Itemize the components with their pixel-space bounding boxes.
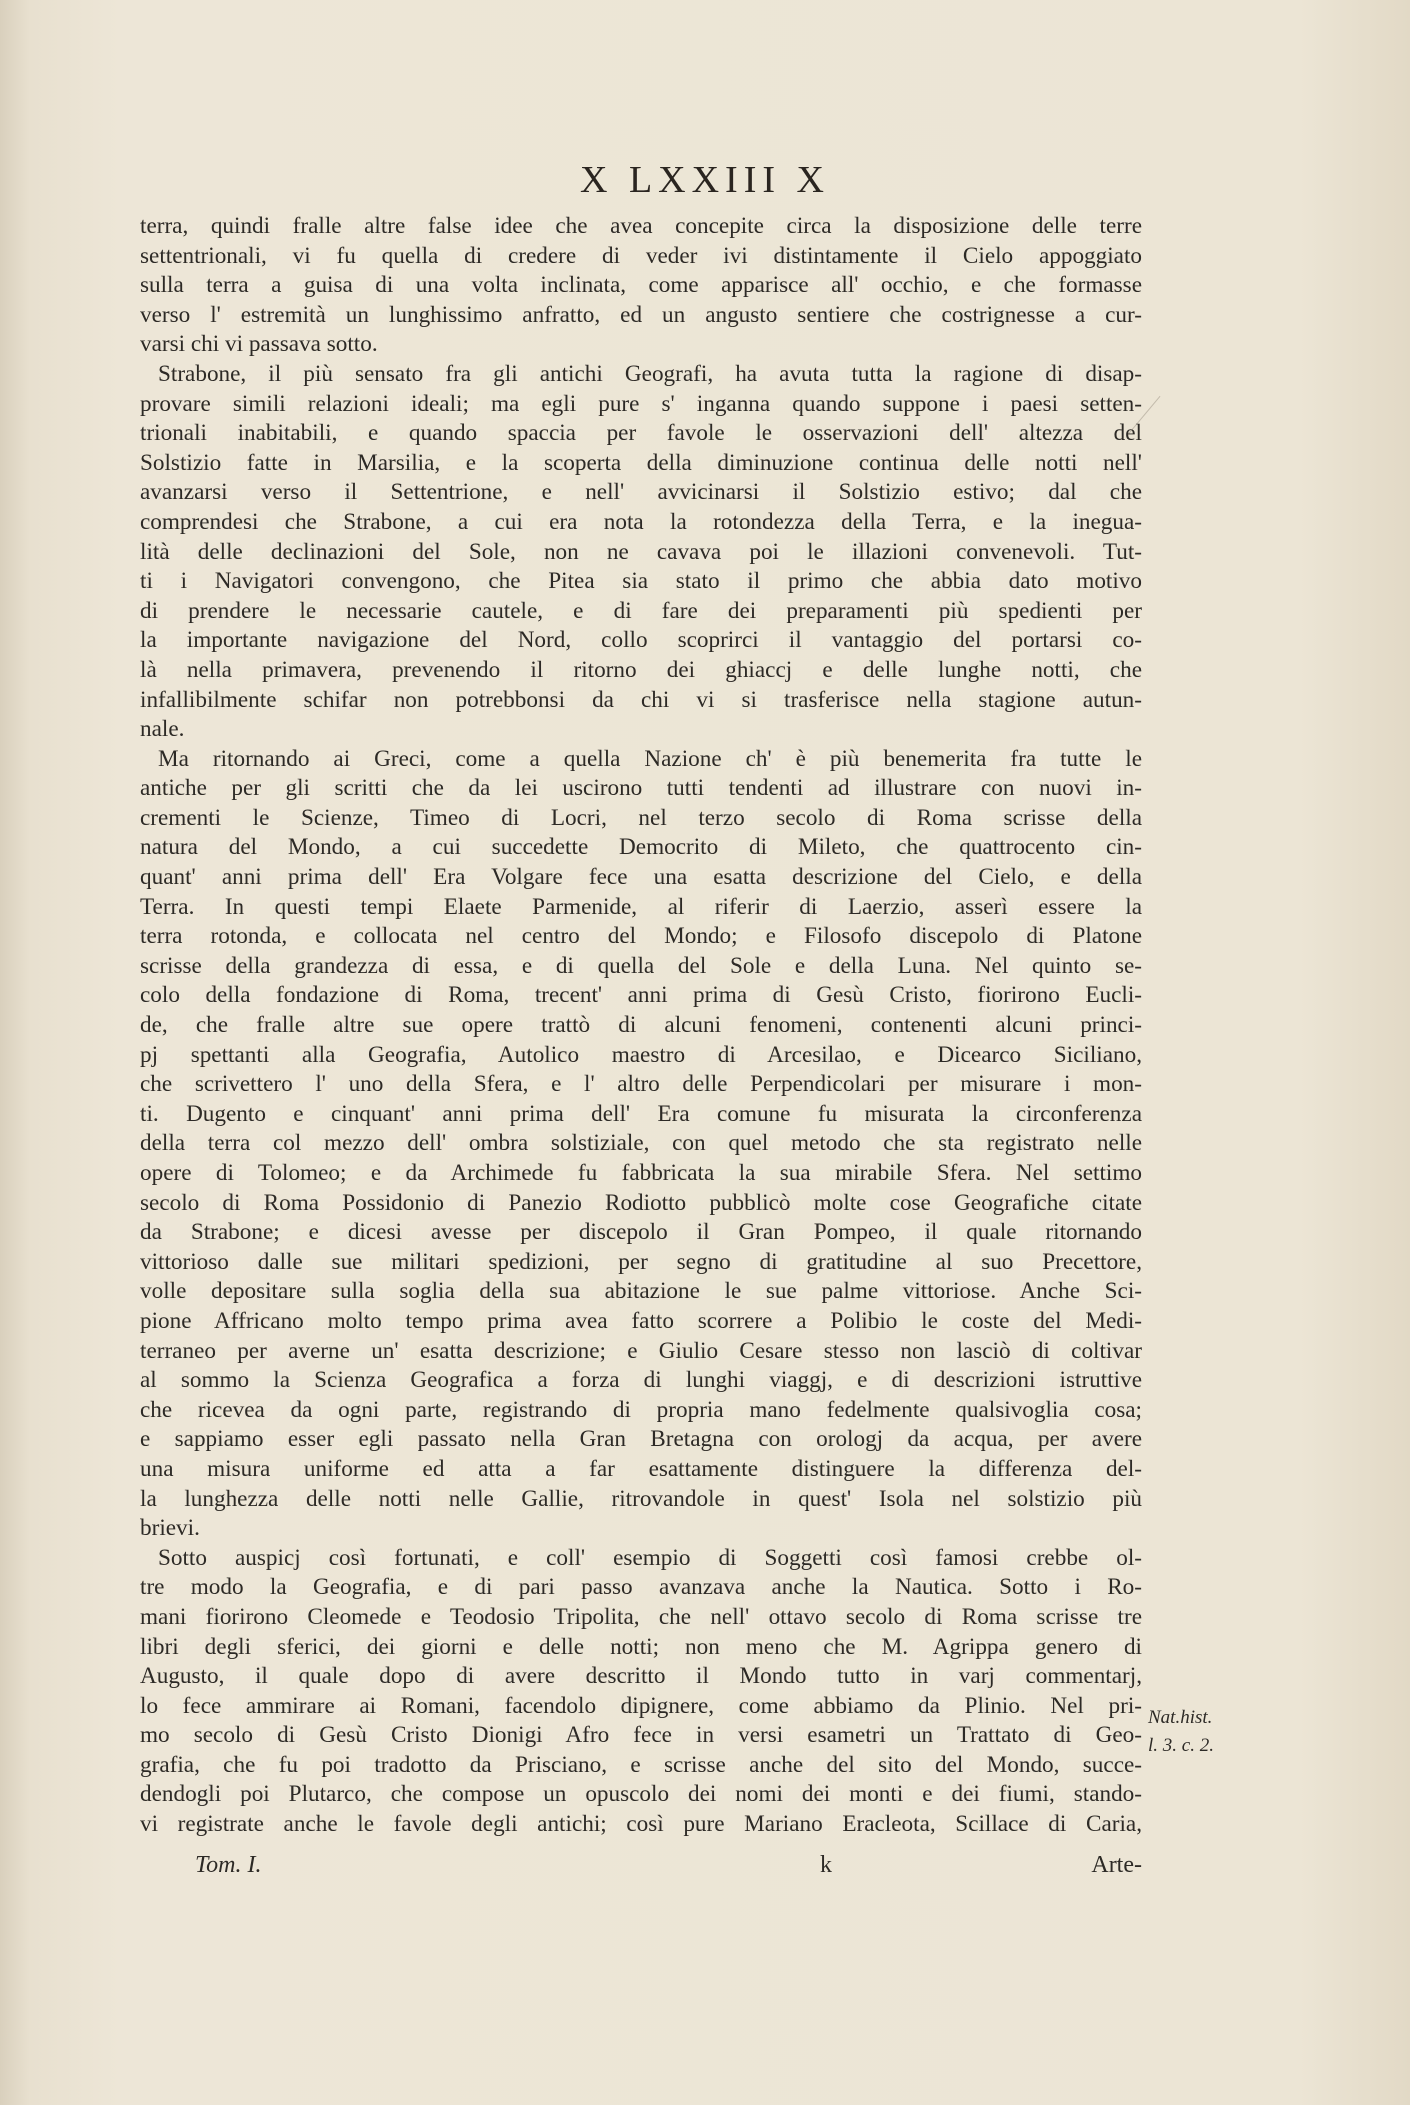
text-line: grafia, che fu poi tradotto da Prisciano, e scrisse anche del sito del Mondo, succe- xyxy=(140,1751,1142,1778)
text-line: Solstizio fatte in Marsilia, e la scoperta della diminuzione continua delle notti nell' xyxy=(140,449,1142,476)
text-line: libri degli sferici, dei giorni e delle notti; non meno che M. Agrippa genero di xyxy=(140,1633,1142,1660)
text-line: avanzarsi verso il Settentrione, e nell' avvicinarsi il Solstizio estivo; dal che xyxy=(140,479,1142,506)
text-line: da Strabone; e dicesi avesse per discepolo il Gran Pompeo, il quale ritornando xyxy=(140,1219,1142,1246)
paragraph-3 xyxy=(140,745,1142,1544)
volume-label: Tom. I. xyxy=(195,1852,262,1878)
text-line: provare simili relazioni ideali; ma egli pure s' inganna quando suppone i paesi setten- xyxy=(140,390,1142,417)
text-line: opere di Tolomeo; e da Archimede fu fabbricata la sua mirabile Sfera. Nel settimo xyxy=(140,1160,1142,1186)
text-line: crementi le Scienze, Timeo di Locri, nel terzo secolo di Roma scrisse della xyxy=(140,804,1142,831)
text-line: terraneo per averne un' esatta descrizione; e Giulio Cesare stesso non lasciò di coltivar xyxy=(140,1337,1142,1364)
text-line: brievi. xyxy=(140,1515,200,1542)
text-line: terra, quindi fralle altre false idee che avea concepite circa la disposizione delle terre xyxy=(140,213,1142,239)
marginal-note xyxy=(1148,1704,1248,1760)
text-line: natura del Mondo, a cui succedette Democrito di Mileto, che quattrocento cin- xyxy=(140,834,1142,861)
signature-mark: k xyxy=(820,1852,832,1878)
text-line: Terra. In questi tempi Elaete Parmenide, al riferir di Laerzio, asserì essere la xyxy=(140,893,1142,920)
text-line: ti i Navigatori convengono, che Pitea sia stato il primo che abbia dato motivo xyxy=(140,568,1142,595)
text-line: dendogli poi Plutarco, che compose un opuscolo dei nomi dei monti e dei fiumi, stando- xyxy=(140,1781,1142,1808)
text-line: infallibilmente schifar non potrebbonsi da chi vi si trasferisce nella stagione autun- xyxy=(140,686,1142,713)
marginal-note-line: l. 3. c. 2. xyxy=(1148,1735,1214,1756)
text-line: della terra col mezzo dell' ombra solstiziale, con quel metodo che sta registrato nelle xyxy=(140,1130,1142,1157)
text-line: Strabone, il più sensato fra gli antichi Geografi, ha avuta tutta la ragione di disap- xyxy=(158,360,1142,387)
text-line: Augusto, il quale dopo di avere descritto il Mondo tutto in varj commentarj, xyxy=(140,1663,1142,1690)
text-line: Sotto auspicj così fortunati, e coll' esempio di Soggetti così famosi crebbe ol- xyxy=(158,1544,1142,1571)
text-line: antiche per gli scritti che da lei uscirono tutti tendenti ad illustrare con nuovi in- xyxy=(140,775,1142,802)
text-line: verso l' estremità un lunghissimo anfratto, ed un angusto sentiere che costrignesse a cur- xyxy=(140,301,1142,328)
text-line: mo secolo di Gesù Cristo Dionigi Afro fece in versi esametri un Trattato di Geo- xyxy=(140,1722,1142,1749)
text-line: tre modo la Geografia, e di pari passo avanzava anche la Nautica. Sotto i Ro- xyxy=(140,1574,1142,1601)
text-line: là nella primavera, prevenendo il ritorno dei ghiaccj e delle lunghe notti, che xyxy=(140,656,1142,683)
text-line: pj spettanti alla Geografia, Autolico maestro di Arcesilao, e Dicearco Siciliano, xyxy=(140,1041,1142,1068)
page-footer xyxy=(140,1852,1142,1886)
text-line: pione Affricano molto tempo prima avea fatto scorrere a Polibio le coste del Medi- xyxy=(140,1307,1142,1334)
text-line: secolo di Roma Possidonio di Panezio Rodiotto pubblicò molte cose Geografiche citate xyxy=(140,1189,1142,1216)
text-line: trionali inabitabili, e quando spaccia per favole le osservazioni dell' altezza del xyxy=(140,420,1142,447)
text-line: ti. Dugento e cinquant' anni prima dell' Era comune fu misurata la circonferenza xyxy=(140,1100,1142,1127)
marginal-note-line: Nat.hist. xyxy=(1148,1707,1213,1728)
text-line: lità delle declinazioni del Sole, non ne cavava poi le illazioni convenevoli. Tut- xyxy=(140,538,1142,565)
text-line: scrisse della grandezza di essa, e di quella del Sole e della Luna. Nel quinto se- xyxy=(140,952,1142,979)
text-line: e sappiamo esser egli passato nella Gran Bretagna con orologj da acqua, per avere xyxy=(140,1426,1142,1453)
catchword: Arte- xyxy=(1091,1852,1142,1878)
text-line: che ricevea da ogni parte, registrando di propria mano fedelmente qualsivoglia cosa; xyxy=(140,1396,1142,1423)
text-line: settentrionali, vi fu quella di credere di veder ivi distintamente il Cielo appoggiato xyxy=(140,242,1142,269)
paragraph-1 xyxy=(140,212,1142,360)
body-text xyxy=(140,212,1142,1840)
text-line: varsi chi vi passava sotto. xyxy=(140,331,378,358)
text-line: che scrivettero l' uno della Sfera, e l' altro delle Perpendicolari per misurare i mon- xyxy=(140,1071,1142,1098)
paragraph-4 xyxy=(140,1544,1142,1840)
text-line: di prendere le necessarie cautele, e di fare dei preparamenti più spedienti per xyxy=(140,597,1142,624)
text-line: la lunghezza delle notti nelle Gallie, ritrovandole in quest' Isola nel solstizio più xyxy=(140,1485,1142,1512)
text-line: sulla terra a guisa di una volta inclinata, come apparisce all' occhio, e che formasse xyxy=(140,272,1142,299)
text-line: al sommo la Scienza Geografica a forza di lunghi viaggj, e di descrizioni istruttive xyxy=(140,1367,1142,1394)
text-line: vi registrate anche le favole degli antichi; così pure Mariano Eracleota, Scillace di Caria, xyxy=(140,1811,1142,1838)
text-line: lo fece ammirare ai Romani, facendolo dipignere, come abbiamo da Plinio. Nel pri- xyxy=(140,1692,1142,1719)
text-line: vittorioso dalle sue militari spedizioni, per segno di gratitudine al suo Precettore, xyxy=(140,1248,1142,1275)
page-header: X LXXIII X xyxy=(580,159,830,201)
text-line: de, che fralle altre sue opere trattò di alcuni fenomeni, contenenti alcuni princi- xyxy=(140,1012,1142,1039)
text-line: Ma ritornando ai Greci, come a quella Nazione ch' è più benemerita fra tutte le xyxy=(158,745,1142,772)
text-line: terra rotonda, e collocata nel centro del Mondo; e Filosofo discepolo di Platone xyxy=(140,923,1142,950)
text-line: la importante navigazione del Nord, collo scoprirci il vantaggio del portarsi co- xyxy=(140,627,1142,654)
text-line: comprendesi che Strabone, a cui era nota la rotondezza della Terra, e la inegua- xyxy=(140,508,1142,535)
paragraph-2 xyxy=(140,360,1142,745)
text-line: una misura uniforme ed atta a far esattamente distinguere la differenza del- xyxy=(140,1455,1142,1482)
text-line: nale. xyxy=(140,716,185,743)
text-line: colo della fondazione di Roma, trecent' anni prima di Gesù Cristo, fiorirono Eucli- xyxy=(140,982,1142,1009)
text-line: mani fiorirono Cleomede e Teodosio Tripolita, che nell' ottavo secolo di Roma scrisse tre xyxy=(140,1603,1142,1630)
text-line: quant' anni prima dell' Era Volgare fece una esatta descrizione del Cielo, e della xyxy=(140,864,1142,891)
text-line: volle depositare sulla soglia della sua abitazione le sue palme vittoriose. Anche Sci- xyxy=(140,1278,1142,1305)
